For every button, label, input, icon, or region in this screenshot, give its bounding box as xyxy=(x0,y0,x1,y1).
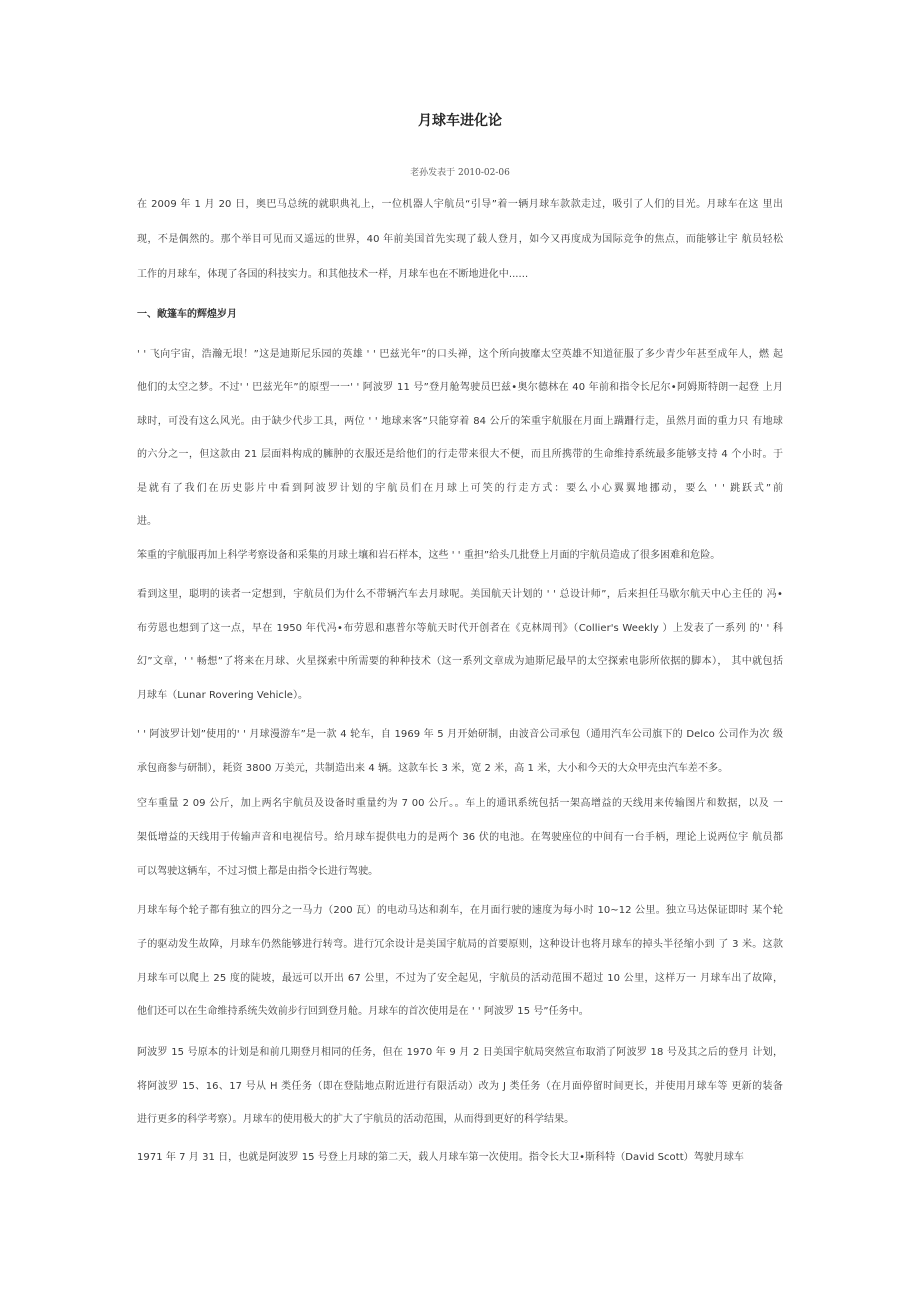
paragraph-line: 他们的太空之梦。不过' ' 巴兹光年”的原型一一' ' 阿波罗 11 号”登月舱驾驶员巴兹•奥尔德林在 40 年前和指令长尼尔•阿姆斯特朗一起登 上月 xyxy=(137,382,783,393)
paragraph-line: 布劳恩也想到了这一点，早在 1950 年代冯•布劳恩和惠普尔等航天时代开创者在《克林周刊》（Collier's Weekly ）上发表了一系列 的' ' 科 xyxy=(137,623,783,634)
paragraph-line: 子的驱动发生故障，月球车仍然能够进行转弯。进行冗余设计是美国宇航局的首要原则，这种设计也将月球车的掉头半径缩小到 了 3 米。这款 xyxy=(137,939,783,950)
paragraph-line: 幻”文章，' ' 畅想”了将来在月球、火星探索中所需要的种种技术（这一系列文章成为迪斯尼最早的太空探索电影所依据的脚本）， 其中就包括 xyxy=(137,656,783,667)
paragraph-line: 进行更多的科学考察）。月球车的使用极大的扩大了宇航员的活动范围，从而得到更好的科学结果。 xyxy=(137,1114,575,1125)
paragraph-line: 承包商参与研制），耗资 3800 万美元，共制造出来 4 辆。这款车长 3 米，宽 2 米，高 1 米，大小和今天的大众甲壳虫汽车差不多。 xyxy=(137,763,729,774)
paragraph-line: 笨重的宇航服再加上科学考察设备和采集的月球土壤和岩石样本，这些 ' ' 重担”给头几批登上月面的宇航员造成了很多困难和危险。 xyxy=(137,550,721,561)
paragraph-line: ' ' 阿波罗计划”使用的' ' 月球漫游车”是一款 4 轮车，自 1969 年 5 月开始研制，由波音公司承包（通用汽车公司旗下的 Delco 公司作为次 级 xyxy=(137,729,783,740)
paragraph-line: 看到这里，聪明的读者一定想到，宇航员们为什么不带辆汽车去月球呢。美国航天计划的 ' ' 总设计师”，后来担任马歇尔航天中心主任的 冯• xyxy=(137,589,783,600)
paragraph-line: 1971 年 7 月 31 日，也就是阿波罗 15 号登上月球的第二天，载人月球车第一次使用。指令长大卫•斯科特（David Scott）驾驶月球车 xyxy=(137,1152,744,1163)
paragraph-line: 在 2009 年 1 月 20 日，奥巴马总统的就职典礼上，一位机器人宇航员“引导”着一辆月球车款款走过，吸引了人们的目光。月球车在这 里出 xyxy=(137,199,783,210)
article-title: 月球车进化论 xyxy=(418,113,502,129)
paragraph-line: 将阿波罗 15、16、17 号从 H 类任务（即在登陆地点附近进行有限活动）改为 J 类任务（在月面停留时间更长，并使用月球车等 更新的装备 xyxy=(137,1081,783,1092)
paragraph-line: 他们还可以在生命维持系统失效前步行回到登月舱。月球车的首次使用是在 ' ' 阿波罗 15 号”任务中。 xyxy=(137,1006,589,1017)
paragraph-line: 的六分之一，但这款由 21 层面料构成的臃肿的衣服还是给他们的行走带来很大不便，而且所携带的生命维持系统最多能够支持 4 个小时。于 xyxy=(137,449,783,460)
paragraph-line: 工作的月球车，体现了各国的科技实力。和其他技术一样，月球车也在不断地进化中...... xyxy=(137,269,529,280)
paragraph-line: 进。 xyxy=(137,516,158,527)
paragraph-line: 月球车可以爬上 25 度的陡坡，最远可以开出 67 公里，不过为了安全起见，宇航员的活动范围不超过 10 公里，这样万一 月球车出了故障， xyxy=(137,973,783,984)
section-heading: 一、敞篷车的辉煌岁月 xyxy=(137,309,237,320)
paragraph-line: 现，不是偶然的。那个举目可见而又遥远的世界，40 年前美国首先实现了载人登月，如今又再度成为国际竞争的焦点，而能够让宇 航员轻松 xyxy=(137,234,783,245)
paragraph-line: 月球车每个轮子都有独立的四分之一马力（200 瓦）的电动马达和刹车，在月面行驶的速度为每小时 10~12 公里。独立马达保证即时 某个轮 xyxy=(137,905,783,916)
paragraph-line: 是就有了我们在历史影片中看到阿波罗计划的宇航员们在月球上可笑的行走方式：要么小心翼翼地挪动，要么 ' ' 跳跃式”前 xyxy=(137,483,783,494)
paragraph-line: 可以驾驶这辆车，不过习惯上都是由指令长进行驾驶。 xyxy=(137,866,379,877)
paragraph-line: 空车重量 2 09 公斤，加上两名宇航员及设备时重量约为 7 00 公斤。。车上的通讯系统包括一架高增益的天线用来传输图片和数据，以及 一 xyxy=(137,798,783,809)
paragraph-line: 球时，可没有这么风光。由于缺少代步工具，两位 ' ' 地球来客”只能穿着 84 公斤的笨重宇航服在月面上蹒跚行走，虽然月面的重力只 有地球 xyxy=(137,416,783,427)
paragraph-line: 架低增益的天线用于传输声音和电视信号。给月球车提供电力的是两个 36 伏的电池。在驾驶座位的中间有一台手柄，理论上说两位宇 航员都 xyxy=(137,832,783,843)
paragraph-line: 阿波罗 15 号原本的计划是和前几期登月相同的任务，但在 1970 年 9 月 2 日美国宇航局突然宣布取消了阿波罗 18 号及其之后的登月 计划， xyxy=(137,1047,783,1058)
paragraph-line: ' ' 飞向宇宙，浩瀚无垠！”这是迪斯尼乐园的英雄 ' ' 巴兹光年”的口头禅，这个所向披靡太空英雄不知道征服了多少青少年甚至成年人，燃 起 xyxy=(137,349,783,360)
paragraph-line: 月球车（Lunar Rovering Vehicle）。 xyxy=(137,690,309,701)
article-byline: 老孙发表于 2010-02-06 xyxy=(410,168,510,178)
